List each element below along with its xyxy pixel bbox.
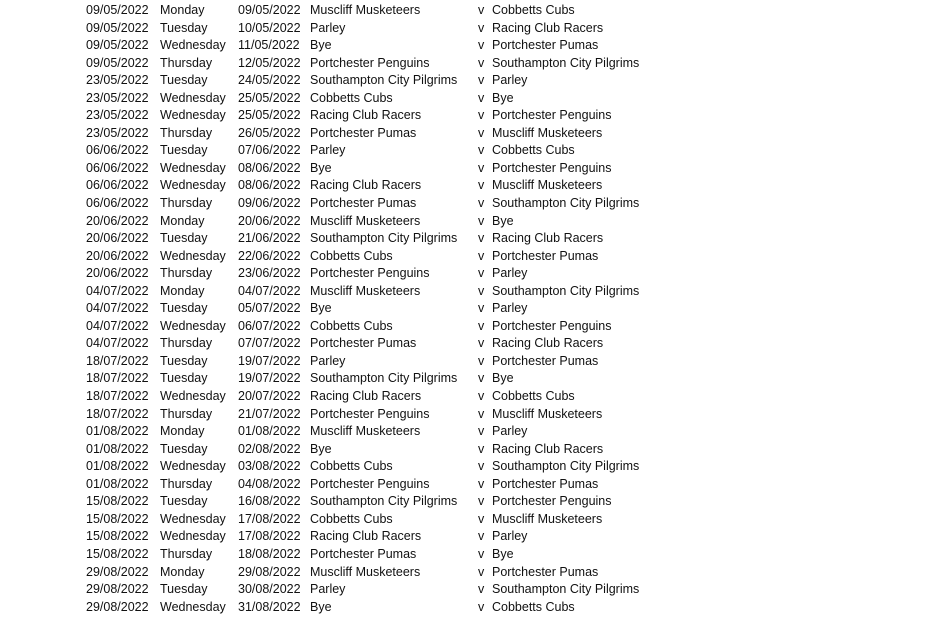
away-team-cell: Portchester Penguins	[492, 318, 612, 333]
week-commencing-cell: 29/08/2022	[86, 599, 149, 614]
match-date-cell: 19/07/2022	[238, 353, 301, 368]
match-date-cell: 22/06/2022	[238, 248, 301, 263]
versus-cell: v	[478, 266, 485, 281]
week-commencing-cell: 06/06/2022	[86, 160, 149, 175]
away-team-cell: Portchester Penguins	[492, 494, 612, 509]
match-date-cell: 21/07/2022	[238, 406, 301, 421]
day-cell: Tuesday	[160, 353, 208, 368]
match-date-cell: 19/07/2022	[238, 371, 301, 386]
day-cell: Thursday	[160, 55, 213, 70]
fixture-row	[0, 125, 930, 143]
away-team-cell: Bye	[492, 213, 514, 228]
match-date-cell: 04/08/2022	[238, 476, 301, 491]
fixture-row	[0, 528, 930, 546]
match-date-cell: 09/06/2022	[238, 196, 301, 211]
versus-cell: v	[478, 494, 485, 509]
match-date-cell: 11/05/2022	[238, 38, 300, 53]
versus-cell: v	[478, 441, 485, 456]
home-team-cell: Muscliff Musketeers	[310, 3, 421, 17]
week-commencing-cell: 23/05/2022	[86, 73, 149, 88]
away-team-cell: Muscliff Musketeers	[492, 125, 603, 140]
versus-cell: v	[478, 424, 485, 439]
match-date-cell: 17/08/2022	[238, 511, 301, 526]
match-date-cell: 08/06/2022	[238, 178, 301, 193]
fixture-row	[0, 493, 930, 511]
away-team-cell: Portchester Penguins	[492, 108, 612, 123]
home-team-cell: Portchester Pumas	[310, 196, 417, 211]
versus-cell: v	[478, 55, 485, 70]
match-date-cell: 21/06/2022	[238, 231, 301, 246]
week-commencing-cell: 18/07/2022	[86, 371, 149, 386]
versus-cell: v	[478, 108, 485, 123]
fixture-list	[0, 2, 930, 616]
away-team-cell: Muscliff Musketeers	[492, 406, 603, 421]
week-commencing-cell: 18/07/2022	[86, 353, 149, 368]
versus-cell: v	[478, 476, 485, 491]
versus-cell: v	[478, 143, 485, 158]
week-commencing-cell: 09/05/2022	[86, 20, 149, 35]
fixture-row	[0, 441, 930, 459]
fixture-row	[0, 335, 930, 353]
home-team-cell: Parley	[310, 353, 346, 368]
away-team-cell: Southampton City Pilgrims	[492, 459, 640, 474]
day-cell: Wednesday	[160, 160, 226, 175]
match-date-cell: 01/08/2022	[238, 424, 301, 439]
away-team-cell: Portchester Pumas	[492, 353, 599, 368]
home-team-cell: Cobbetts Cubs	[310, 459, 393, 474]
home-team-cell: Portchester Pumas	[310, 336, 417, 351]
away-team-cell: Racing Club Racers	[492, 441, 604, 456]
fixture-row	[0, 370, 930, 388]
fixture-row	[0, 388, 930, 406]
home-team-cell: Southampton City Pilgrims	[310, 371, 458, 386]
day-cell: Tuesday	[160, 73, 208, 88]
away-team-cell: Southampton City Pilgrims	[492, 55, 640, 70]
fixture-row	[0, 90, 930, 108]
versus-cell: v	[478, 38, 485, 53]
fixture-row	[0, 546, 930, 564]
fixture-row	[0, 265, 930, 283]
away-team-cell: Southampton City Pilgrims	[492, 196, 640, 211]
versus-cell: v	[478, 371, 485, 386]
day-cell: Tuesday	[160, 20, 208, 35]
match-date-cell: 09/05/2022	[238, 3, 301, 17]
day-cell: Tuesday	[160, 582, 208, 597]
day-cell: Tuesday	[160, 143, 208, 158]
week-commencing-cell: 09/05/2022	[86, 38, 149, 53]
week-commencing-cell: 01/08/2022	[86, 459, 149, 474]
week-commencing-cell: 15/08/2022	[86, 511, 149, 526]
week-commencing-cell: 20/06/2022	[86, 266, 149, 281]
home-team-cell: Portchester Pumas	[310, 546, 417, 561]
fixture-row	[0, 72, 930, 90]
week-commencing-cell: 01/08/2022	[86, 476, 149, 491]
away-team-cell: Parley	[492, 529, 528, 544]
week-commencing-cell: 06/06/2022	[86, 196, 149, 211]
away-team-cell: Racing Club Racers	[492, 231, 604, 246]
versus-cell: v	[478, 336, 485, 351]
week-commencing-cell: 23/05/2022	[86, 90, 149, 105]
home-team-cell: Portchester Penguins	[310, 266, 430, 281]
match-date-cell: 31/08/2022	[238, 599, 301, 614]
week-commencing-cell: 18/07/2022	[86, 406, 149, 421]
versus-cell: v	[478, 125, 485, 140]
week-commencing-cell: 18/07/2022	[86, 389, 149, 404]
match-date-cell: 06/07/2022	[238, 318, 301, 333]
versus-cell: v	[478, 301, 485, 316]
week-commencing-cell: 20/06/2022	[86, 213, 149, 228]
versus-cell: v	[478, 20, 485, 35]
home-team-cell: Muscliff Musketeers	[310, 564, 421, 579]
day-cell: Wednesday	[160, 38, 226, 53]
day-cell: Monday	[160, 3, 205, 17]
day-cell: Wednesday	[160, 459, 226, 474]
day-cell: Thursday	[160, 125, 213, 140]
match-date-cell: 17/08/2022	[238, 529, 301, 544]
versus-cell: v	[478, 353, 485, 368]
versus-cell: v	[478, 389, 485, 404]
fixture-row	[0, 318, 930, 336]
day-cell: Tuesday	[160, 371, 208, 386]
versus-cell: v	[478, 529, 485, 544]
versus-cell: v	[478, 73, 485, 88]
match-date-cell: 18/08/2022	[238, 546, 301, 561]
day-cell: Tuesday	[160, 301, 208, 316]
home-team-cell: Parley	[310, 20, 346, 35]
away-team-cell: Bye	[492, 546, 514, 561]
home-team-cell: Southampton City Pilgrims	[310, 73, 458, 88]
versus-cell: v	[478, 248, 485, 263]
versus-cell: v	[478, 318, 485, 333]
fixtures-sheet	[0, 2, 930, 616]
home-team-cell: Parley	[310, 582, 346, 597]
home-team-cell: Racing Club Racers	[310, 389, 422, 404]
away-team-cell: Parley	[492, 301, 528, 316]
fixture-row	[0, 476, 930, 494]
fixture-row	[0, 160, 930, 178]
versus-cell: v	[478, 3, 485, 17]
week-commencing-cell: 20/06/2022	[86, 248, 149, 263]
day-cell: Wednesday	[160, 511, 226, 526]
fixture-row	[0, 283, 930, 301]
versus-cell: v	[478, 546, 485, 561]
home-team-cell: Bye	[310, 441, 332, 456]
home-team-cell: Muscliff Musketeers	[310, 213, 421, 228]
versus-cell: v	[478, 599, 485, 614]
home-team-cell: Racing Club Racers	[310, 529, 422, 544]
away-team-cell: Parley	[492, 424, 528, 439]
week-commencing-cell: 06/06/2022	[86, 178, 149, 193]
match-date-cell: 23/06/2022	[238, 266, 301, 281]
home-team-cell: Portchester Penguins	[310, 476, 430, 491]
home-team-cell: Bye	[310, 599, 332, 614]
day-cell: Thursday	[160, 476, 213, 491]
fixture-row	[0, 564, 930, 582]
home-team-cell: Southampton City Pilgrims	[310, 494, 458, 509]
day-cell: Monday	[160, 213, 205, 228]
away-team-cell: Racing Club Racers	[492, 20, 604, 35]
week-commencing-cell: 23/05/2022	[86, 108, 149, 123]
week-commencing-cell: 04/07/2022	[86, 301, 149, 316]
match-date-cell: 25/05/2022	[238, 108, 301, 123]
day-cell: Thursday	[160, 196, 213, 211]
away-team-cell: Portchester Pumas	[492, 38, 599, 53]
fixture-row	[0, 300, 930, 318]
match-date-cell: 20/06/2022	[238, 213, 301, 228]
away-team-cell: Bye	[492, 371, 514, 386]
week-commencing-cell: 04/07/2022	[86, 318, 149, 333]
week-commencing-cell: 15/08/2022	[86, 529, 149, 544]
week-commencing-cell: 15/08/2022	[86, 546, 149, 561]
versus-cell: v	[478, 196, 485, 211]
away-team-cell: Portchester Pumas	[492, 564, 599, 579]
away-team-cell: Cobbetts Cubs	[492, 599, 575, 614]
week-commencing-cell: 06/06/2022	[86, 143, 149, 158]
day-cell: Wednesday	[160, 389, 226, 404]
week-commencing-cell: 29/08/2022	[86, 564, 149, 579]
match-date-cell: 12/05/2022	[238, 55, 301, 70]
week-commencing-cell: 04/07/2022	[86, 283, 149, 298]
fixture-row	[0, 423, 930, 441]
versus-cell: v	[478, 160, 485, 175]
home-team-cell: Cobbetts Cubs	[310, 511, 393, 526]
fixture-row	[0, 2, 930, 20]
fixture-row	[0, 353, 930, 371]
home-team-cell: Cobbetts Cubs	[310, 90, 393, 105]
fixture-row	[0, 37, 930, 55]
match-date-cell: 04/07/2022	[238, 283, 301, 298]
away-team-cell: Muscliff Musketeers	[492, 511, 603, 526]
away-team-cell: Cobbetts Cubs	[492, 389, 575, 404]
week-commencing-cell: 01/08/2022	[86, 424, 149, 439]
versus-cell: v	[478, 582, 485, 597]
versus-cell: v	[478, 283, 485, 298]
fixture-row	[0, 20, 930, 38]
away-team-cell: Southampton City Pilgrims	[492, 283, 640, 298]
match-date-cell: 10/05/2022	[238, 20, 301, 35]
versus-cell: v	[478, 406, 485, 421]
day-cell: Wednesday	[160, 599, 226, 614]
fixture-row	[0, 142, 930, 160]
versus-cell: v	[478, 178, 485, 193]
fixture-row	[0, 458, 930, 476]
day-cell: Wednesday	[160, 178, 226, 193]
home-team-cell: Portchester Penguins	[310, 55, 430, 70]
week-commencing-cell: 15/08/2022	[86, 494, 149, 509]
week-commencing-cell: 09/05/2022	[86, 3, 149, 17]
match-date-cell: 07/07/2022	[238, 336, 301, 351]
fixture-row	[0, 195, 930, 213]
versus-cell: v	[478, 564, 485, 579]
day-cell: Wednesday	[160, 90, 226, 105]
day-cell: Wednesday	[160, 318, 226, 333]
day-cell: Tuesday	[160, 441, 208, 456]
away-team-cell: Portchester Penguins	[492, 160, 612, 175]
away-team-cell: Portchester Pumas	[492, 248, 599, 263]
away-team-cell: Cobbetts Cubs	[492, 3, 575, 17]
home-team-cell: Bye	[310, 38, 332, 53]
home-team-cell: Parley	[310, 143, 346, 158]
match-date-cell: 07/06/2022	[238, 143, 301, 158]
day-cell: Tuesday	[160, 494, 208, 509]
fixture-row	[0, 248, 930, 266]
match-date-cell: 05/07/2022	[238, 301, 301, 316]
home-team-cell: Cobbetts Cubs	[310, 248, 393, 263]
home-team-cell: Bye	[310, 160, 332, 175]
home-team-cell: Racing Club Racers	[310, 108, 422, 123]
home-team-cell: Portchester Pumas	[310, 125, 417, 140]
fixture-row	[0, 55, 930, 73]
match-date-cell: 20/07/2022	[238, 389, 301, 404]
match-date-cell: 29/08/2022	[238, 564, 301, 579]
fixture-row	[0, 581, 930, 599]
away-team-cell: Parley	[492, 266, 528, 281]
fixture-row	[0, 177, 930, 195]
versus-cell: v	[478, 213, 485, 228]
versus-cell: v	[478, 231, 485, 246]
home-team-cell: Southampton City Pilgrims	[310, 231, 458, 246]
versus-cell: v	[478, 459, 485, 474]
day-cell: Wednesday	[160, 529, 226, 544]
away-team-cell: Parley	[492, 73, 528, 88]
fixture-row	[0, 511, 930, 529]
versus-cell: v	[478, 511, 485, 526]
week-commencing-cell: 20/06/2022	[86, 231, 149, 246]
match-date-cell: 16/08/2022	[238, 494, 301, 509]
match-date-cell: 26/05/2022	[238, 125, 301, 140]
day-cell: Thursday	[160, 406, 213, 421]
home-team-cell: Cobbetts Cubs	[310, 318, 393, 333]
day-cell: Thursday	[160, 546, 213, 561]
match-date-cell: 08/06/2022	[238, 160, 301, 175]
versus-cell: v	[478, 90, 485, 105]
away-team-cell: Muscliff Musketeers	[492, 178, 603, 193]
week-commencing-cell: 23/05/2022	[86, 125, 149, 140]
week-commencing-cell: 01/08/2022	[86, 441, 149, 456]
away-team-cell: Southampton City Pilgrims	[492, 582, 640, 597]
match-date-cell: 24/05/2022	[238, 73, 301, 88]
match-date-cell: 25/05/2022	[238, 90, 301, 105]
home-team-cell: Bye	[310, 301, 332, 316]
fixture-row	[0, 599, 930, 617]
away-team-cell: Bye	[492, 90, 514, 105]
home-team-cell: Portchester Penguins	[310, 406, 430, 421]
fixture-row	[0, 213, 930, 231]
home-team-cell: Racing Club Racers	[310, 178, 422, 193]
week-commencing-cell: 04/07/2022	[86, 336, 149, 351]
match-date-cell: 02/08/2022	[238, 441, 301, 456]
day-cell: Thursday	[160, 266, 213, 281]
day-cell: Monday	[160, 283, 205, 298]
away-team-cell: Cobbetts Cubs	[492, 143, 575, 158]
day-cell: Monday	[160, 424, 205, 439]
home-team-cell: Muscliff Musketeers	[310, 283, 421, 298]
day-cell: Wednesday	[160, 108, 226, 123]
week-commencing-cell: 09/05/2022	[86, 55, 149, 70]
day-cell: Monday	[160, 564, 205, 579]
away-team-cell: Portchester Pumas	[492, 476, 599, 491]
fixture-row	[0, 406, 930, 424]
away-team-cell: Racing Club Racers	[492, 336, 604, 351]
fixture-row	[0, 230, 930, 248]
home-team-cell: Muscliff Musketeers	[310, 424, 421, 439]
match-date-cell: 30/08/2022	[238, 582, 301, 597]
match-date-cell: 03/08/2022	[238, 459, 301, 474]
fixture-row	[0, 107, 930, 125]
day-cell: Tuesday	[160, 231, 208, 246]
day-cell: Thursday	[160, 336, 213, 351]
day-cell: Wednesday	[160, 248, 226, 263]
week-commencing-cell: 29/08/2022	[86, 582, 149, 597]
